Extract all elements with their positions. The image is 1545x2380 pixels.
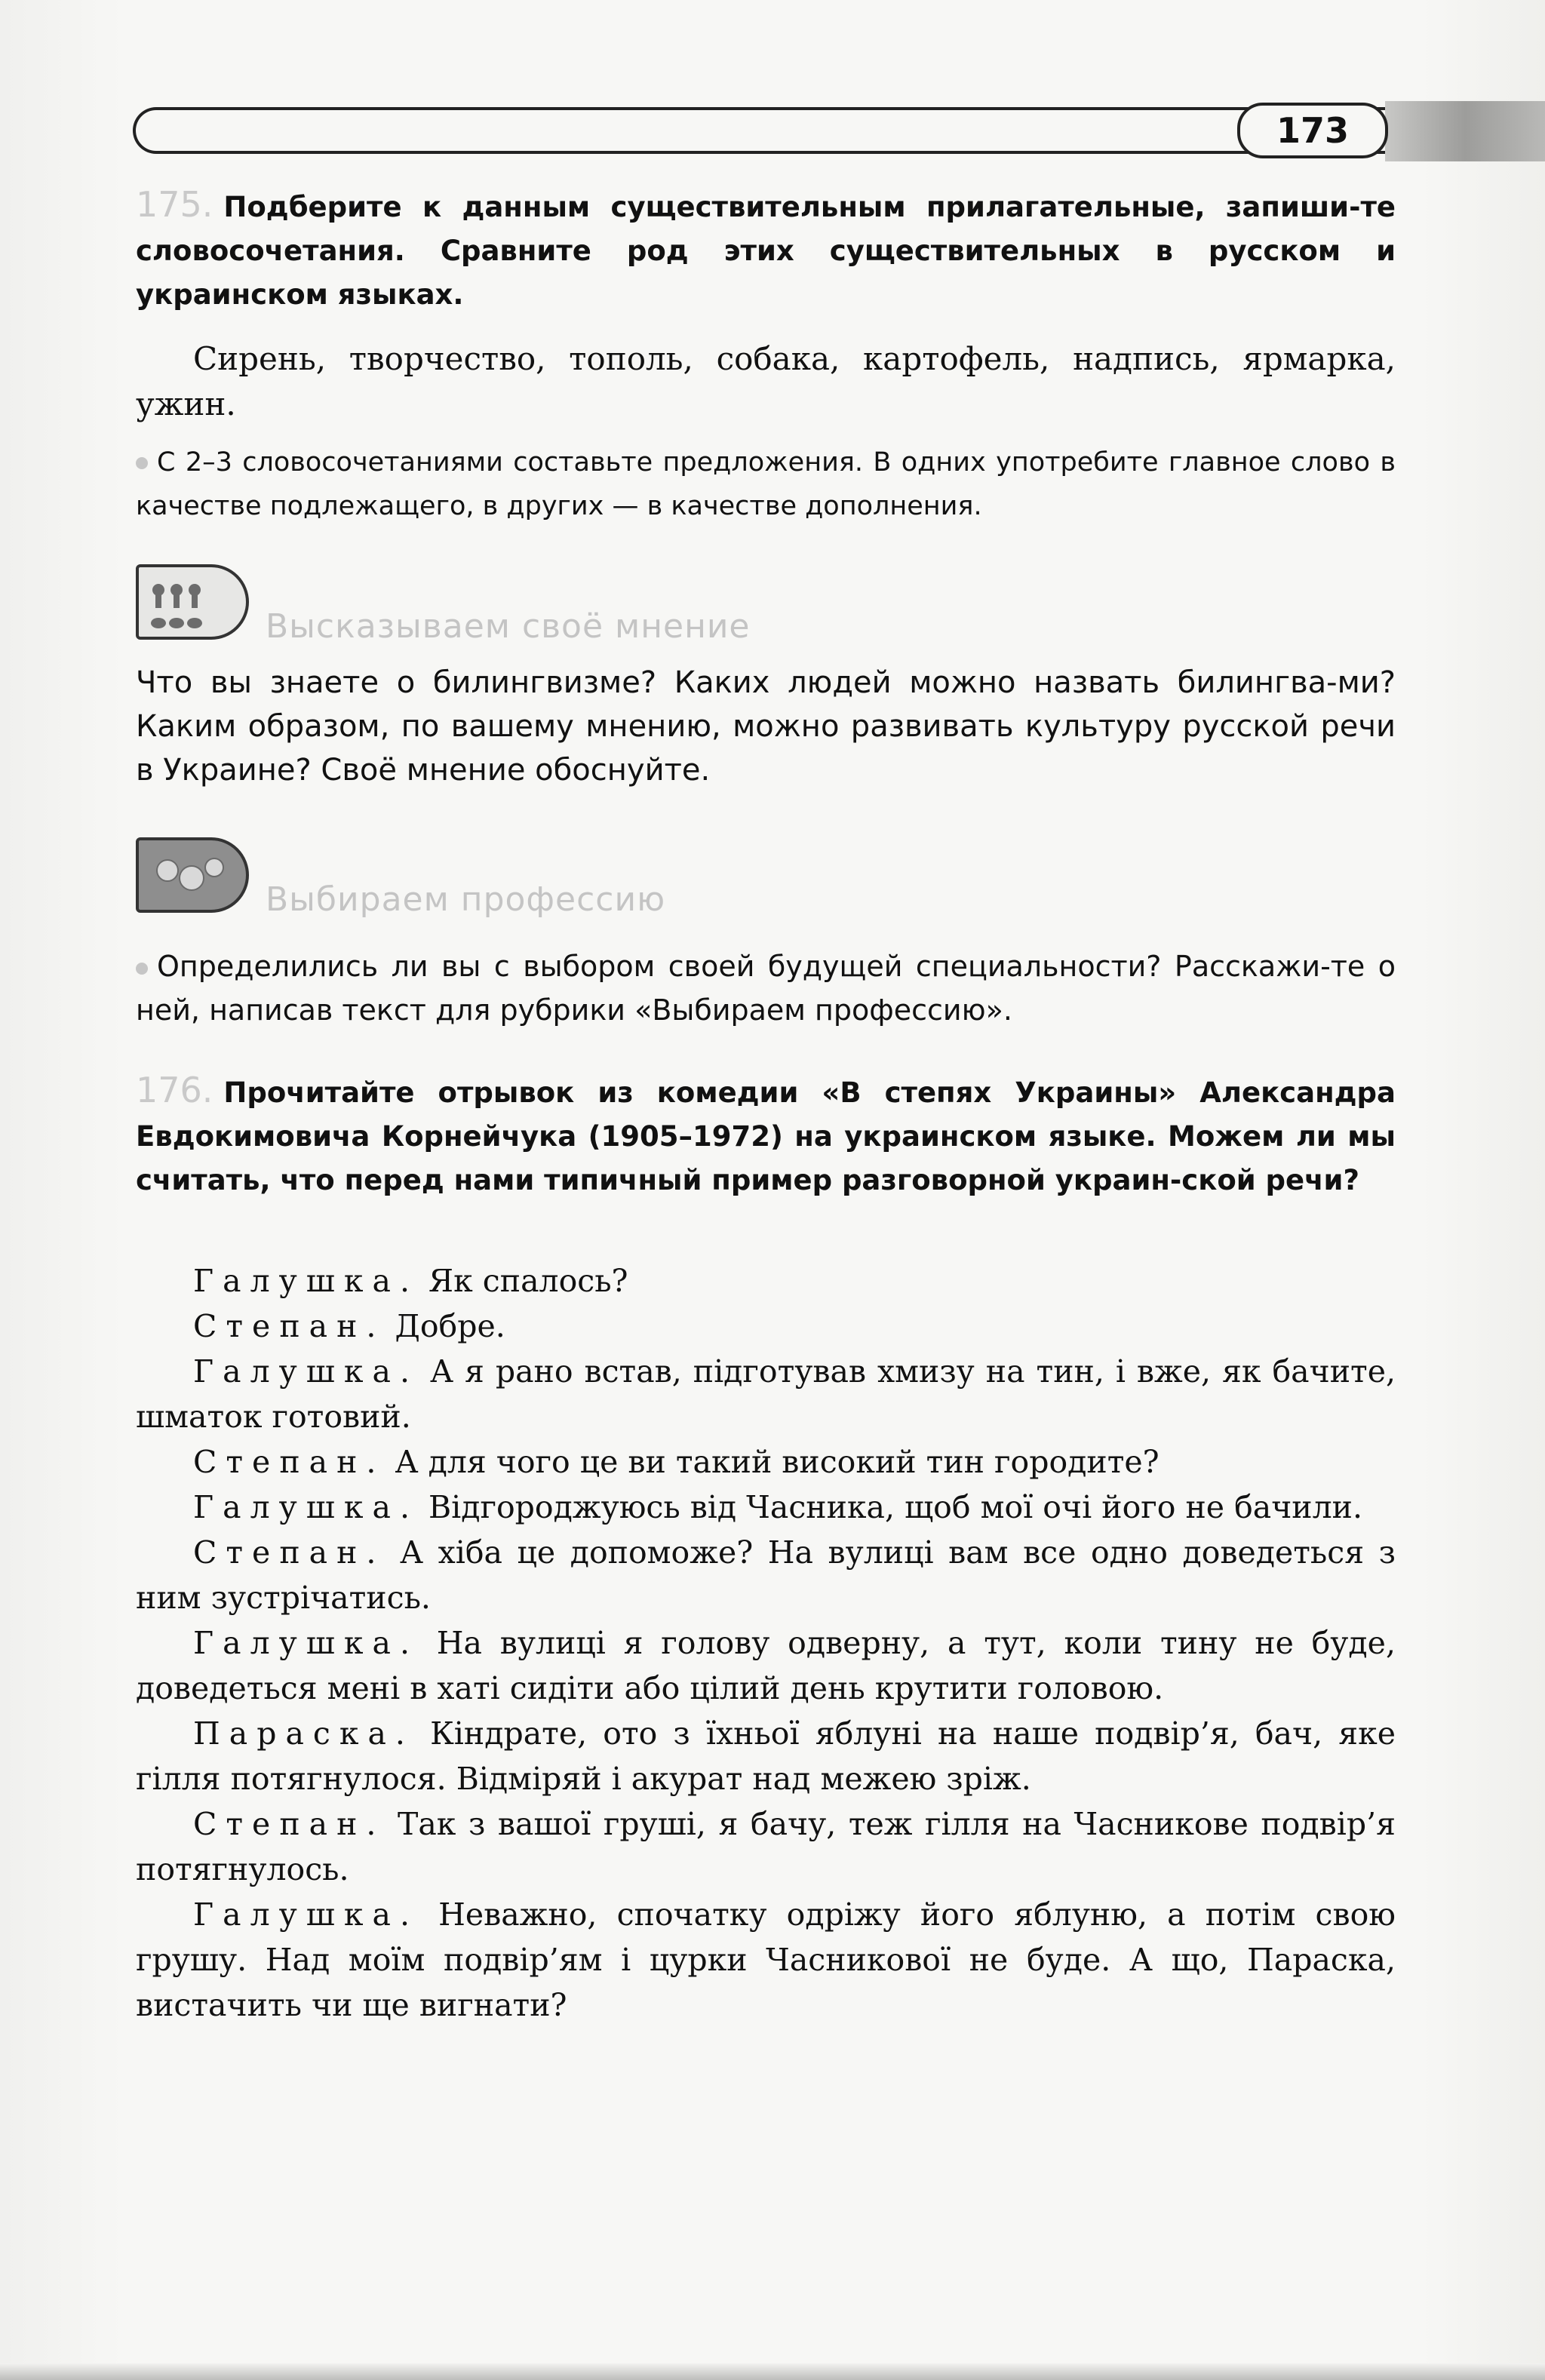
dialog-speaker: Галушка. bbox=[193, 1353, 419, 1390]
dialog bbox=[136, 1258, 1396, 2028]
task-175-words: Сирень, творчество, тополь, собака, картофель, надпись, ярмарка, ужин. bbox=[136, 340, 1396, 422]
dialog-line bbox=[136, 1258, 1396, 1304]
dialog-line bbox=[136, 1801, 1396, 1892]
dialog-line bbox=[136, 1439, 1396, 1485]
bullet-icon bbox=[136, 963, 148, 975]
dialog-line bbox=[136, 1349, 1396, 1439]
dialog-text: Кіндрате, ото з їхньої яблуні на наше подвір’я, бач, яке гілля потягнулося. Відміряй і акурат над межею зріж. bbox=[136, 1715, 1396, 1797]
dialog-speaker: Степан. bbox=[193, 1444, 385, 1480]
dialog-line bbox=[136, 1620, 1396, 1711]
dialog-text: Так з вашої груші, я бачу, теж гілля на Часникове подвір’я потягнулось. bbox=[136, 1806, 1396, 1887]
task-175 bbox=[136, 183, 1396, 317]
dialog-line bbox=[136, 1892, 1396, 2028]
header-shade bbox=[1385, 101, 1545, 161]
rubric-profession-title: Выбираем профессию bbox=[266, 880, 666, 919]
task-175-extra bbox=[136, 441, 1396, 528]
task-175-prompt-text: Подберите к данным существительным прилагательные, запиши-те словосочетания. Сравните род этих существительных в русском и украинском языках. bbox=[136, 191, 1396, 311]
dialog-speaker: Галушка. bbox=[193, 1263, 419, 1299]
task-176-number: 176. bbox=[136, 1070, 213, 1110]
dialog-line bbox=[136, 1485, 1396, 1530]
rubric-profession-body bbox=[136, 944, 1396, 1032]
bullet-icon bbox=[136, 457, 148, 469]
rubric-profession-text bbox=[136, 944, 1396, 1032]
dialog-speaker: Степан. bbox=[193, 1534, 385, 1571]
profession-icon bbox=[136, 837, 249, 913]
dialog-text: А хіба це допоможе? На вулиці вам все одно доведеться з ним зустрічатись. bbox=[136, 1534, 1396, 1616]
task-175-number: 175. bbox=[136, 184, 213, 225]
dialog-speaker: Степан. bbox=[193, 1806, 385, 1842]
dialog-line bbox=[136, 1304, 1396, 1349]
dialog-text: Відгороджуюсь від Часника, щоб мої очі його не бачили. bbox=[428, 1489, 1363, 1525]
dialog-text: Неважно, спочатку одріжу його яблуню, а потім свою грушу. Над моїм подвір’ям і цурки Часникової не буде. А що, Параска, вистачить чи ще вигнати? bbox=[136, 1896, 1396, 2023]
dialog-line bbox=[136, 1711, 1396, 1801]
task-175-extra-text: С 2–3 словосочетаниями составьте предложения. В одних употребите главное слово в качестве подлежащего, в других — в качестве дополнения. bbox=[136, 447, 1396, 521]
dialog-line bbox=[136, 1530, 1396, 1620]
task-175-prompt bbox=[136, 183, 1396, 317]
task-176 bbox=[136, 1068, 1396, 1202]
dialog-text: А для чого це ви такий високий тин городите? bbox=[395, 1444, 1160, 1480]
rubric-profession bbox=[136, 837, 666, 919]
page-bottom-edge bbox=[0, 2363, 1545, 2380]
dialog-speaker: Параска. bbox=[193, 1715, 414, 1752]
dialog-speaker: Галушка. bbox=[193, 1896, 419, 1933]
task-175-words-block bbox=[136, 336, 1396, 427]
speech-bubble-icon bbox=[136, 564, 249, 640]
page-number: 173 bbox=[1237, 103, 1388, 158]
rubric-opinion-text: Что вы знаете о билингвизме? Каких людей можно назвать билингва-ми? Каким образом, по вашему мнению, можно развивать культуру русской речи в Украине? Своё мнение обоснуйте. bbox=[136, 665, 1396, 788]
rubric-opinion-body bbox=[136, 661, 1396, 792]
dialog-text: Як спалось? bbox=[428, 1263, 628, 1299]
dialog-speaker: Степан. bbox=[193, 1308, 385, 1344]
dialog-text: А я рано встав, підготував хмизу на тин, і вже, як бачите, шматок готовий. bbox=[136, 1353, 1396, 1435]
dialog-text: На вулиці я голову одверну, а тут, коли тину не буде, доведеться мені в хаті сидіти або цілий день крутити головою. bbox=[136, 1625, 1396, 1706]
task-176-prompt bbox=[136, 1068, 1396, 1202]
dialog-text: Добре. bbox=[395, 1308, 505, 1344]
task-176-prompt-text: Прочитайте отрывок из комедии «В степях Украины» Александра Евдокимовича Корнейчука (1905–1972) на украинском языке. Можем ли мы считать, что перед нами типичный пример разговорной украин-ской речи? bbox=[136, 1076, 1396, 1196]
dialog-speaker: Галушка. bbox=[193, 1489, 419, 1525]
dialog-speaker: Галушка. bbox=[193, 1625, 419, 1661]
task-175-extra-block bbox=[136, 441, 1396, 528]
page-header-bar bbox=[133, 107, 1400, 154]
rubric-opinion bbox=[136, 564, 751, 646]
rubric-profession-text-content: Определились ли вы с выбором своей будущей специальности? Расскажи-те о ней, написав текст для рубрики «Выбираем профессию». bbox=[136, 950, 1396, 1027]
rubric-opinion-title: Высказываем своё мнение bbox=[266, 607, 751, 646]
